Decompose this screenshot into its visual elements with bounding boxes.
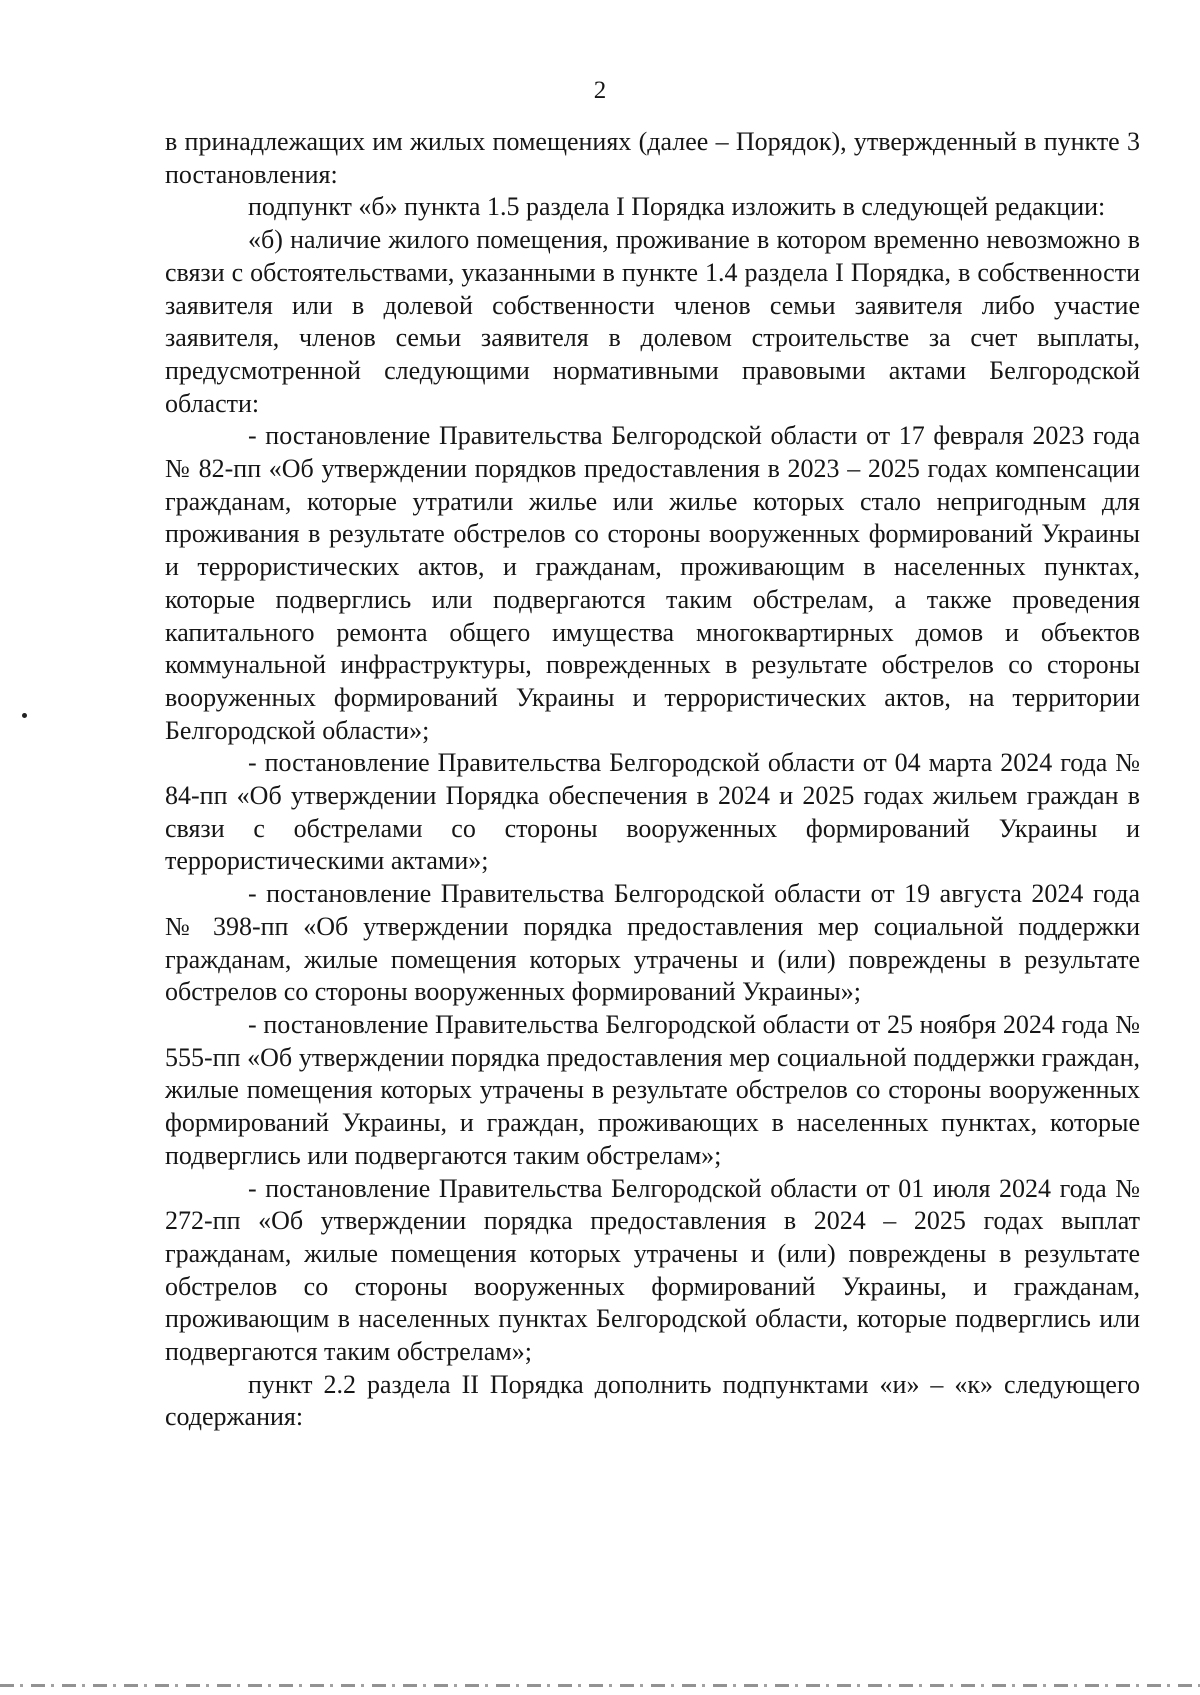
list-item-resolution-555-pp: - постановление Правительства Белгородской области от 25 ноября 2024 года № 555-пп «Об утверждении порядка предоставления мер социальной поддержки граждан, жилые помещения которых утрачены в результате обстрелов со стороны вооруженных формирований Украины, и граждан, проживающих в населенных пунктах, которые подверглись или подвергаются таким обстрелам»; — [165, 1009, 1140, 1170]
list-item-resolution-82-pp: - постановление Правительства Белгородской области от 17 февраля 2023 года № 82-пп «Об утверждении порядков предоставления в 2023 – 2025 годах компенсации гражданам, которые утратили жилье или жилье которых стало непригодным для проживания в результате обстрелов со стороны вооруженных формирований Украины и террористических актов, и гражданам, проживающим в населенных пунктах, которые подверглись или подвергаются таким обстрелам, а также проведения капитального ремонта общего имущества многоквартирных домов и объектов коммунальной инфраструктуры, поврежденных в результате обстрелов со стороны вооруженных формирований Украины и террористических актов, на территории Белгородской области»; — [165, 421, 1140, 745]
list-item-resolution-398-pp: - постановление Правительства Белгородской области от 19 августа 2024 года № 398-пп «Об утверждении порядка предоставления мер социальной поддержки гражданам, жилые помещения которых утрачены и (или) повреждены в результате обстрелов со стороны вооруженных формирований Украины»; — [165, 879, 1140, 1007]
scan-speck — [22, 713, 27, 718]
list-item-resolution-272-pp: - постановление Правительства Белгородской области от 01 июля 2024 года № 272-пп «Об утверждении порядка предоставления в 2024 – 2025 годах выплат гражданам, жилые помещения которых утрачены и (или) повреждены в результате обстрелов со стороны вооруженных формирований Украины, и гражданам, проживающим в населенных пунктах Белгородской области, которые подверглись или подвергаются таким обстрелам»; — [165, 1173, 1140, 1367]
paragraph-subitem-b: «б) наличие жилого помещения, проживание в котором временно невозможно в связи с обстоятельствами, указанными в пункте 1.4 раздела I Порядка, в собственности заявителя или в долевой собственности членов семьи заявителя либо участие заявителя, членов семьи заявителя в долевом строительстве за счет выплаты, предусмотренной следующими нормативными правовыми актами Белгородской области: — [165, 225, 1140, 418]
scan-bottom-edge — [0, 1684, 1200, 1687]
paragraph-amendment-2-2: пункт 2.2 раздела II Порядка дополнить подпунктами «и» – «к» следующего содержания: — [165, 1369, 1140, 1432]
page-number: 2 — [593, 77, 607, 104]
document-body — [165, 126, 1140, 1434]
list-item-resolution-84-pp: - постановление Правительства Белгородской области от 04 марта 2024 года № 84-пп «Об утверждении Порядка обеспечения в 2024 и 2025 годах жильем граждан в связи с обстрелами со стороны вооруженных формирований Украины и террористическими актами»; — [165, 748, 1140, 876]
paragraph-amendment-1-5: подпункт «б» пункта 1.5 раздела I Порядка изложить в следующей редакции: — [248, 192, 1106, 222]
paragraph-intro-continuation: в принадлежащих им жилых помещениях (далее – Порядок), утвержденный в пункте 3 постановления: — [165, 127, 1140, 189]
